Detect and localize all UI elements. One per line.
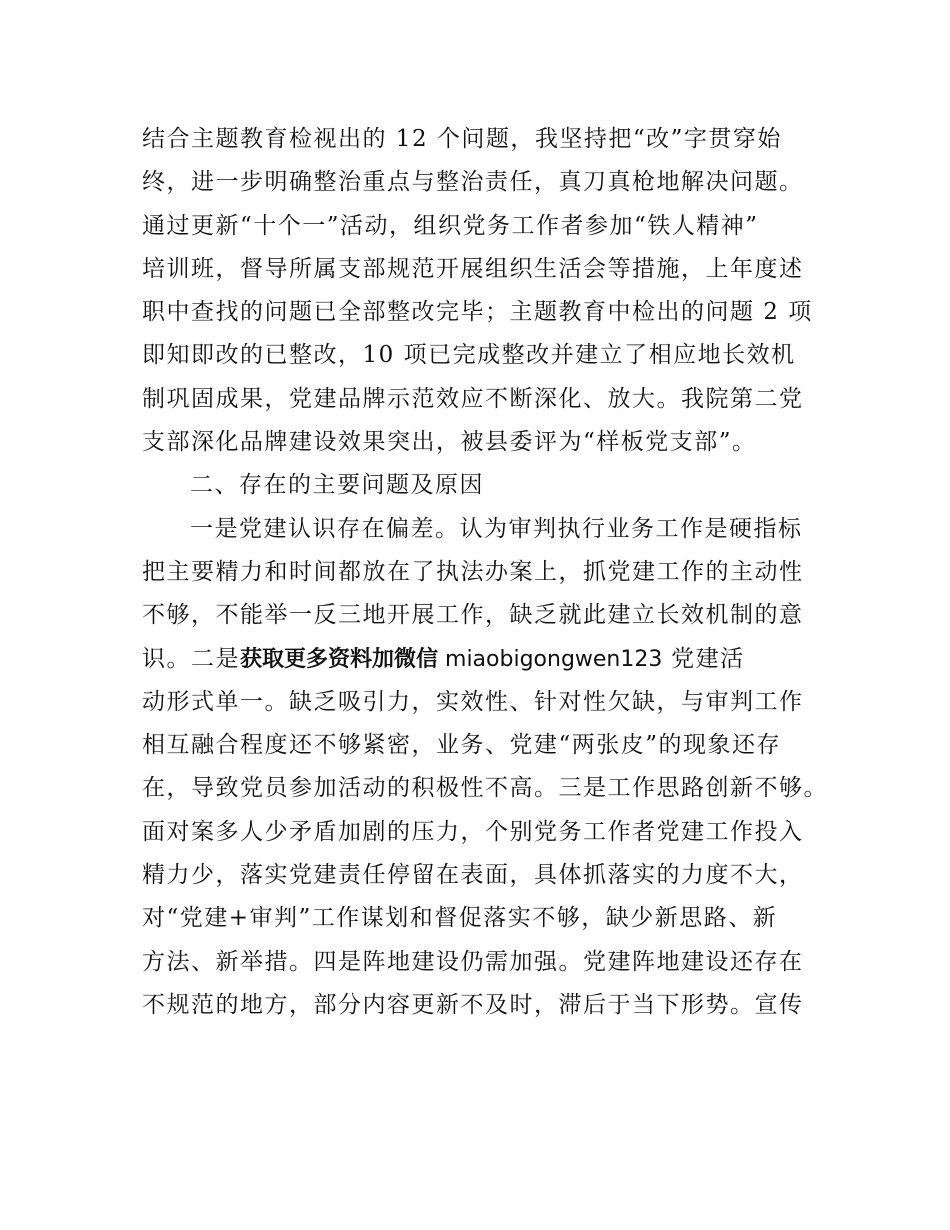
ad-wechat-id: miaobigongwen123 bbox=[438, 646, 663, 672]
paragraph-line: 在，导致党员参加活动的积极性不高。三是工作思路创新不够。 bbox=[142, 775, 828, 802]
paragraph-line: 即知即改的已整改，10 项已完成整改并建立了相应地长效机 bbox=[142, 342, 796, 369]
paragraph-line-with-ad bbox=[142, 638, 842, 681]
paragraph-line: 职中查找的问题已全部整改完毕；主题教育中检出的问题 2 项 bbox=[142, 299, 813, 326]
paragraph-line: 支部深化品牌建设效果突出，被县委评为“样板党支部”。 bbox=[142, 429, 757, 456]
paragraph-line: 通过更新“十个一”活动，组织党务工作者参加“铁人精神” bbox=[142, 212, 759, 239]
line-text-before-ad: 识。二是 bbox=[142, 645, 240, 672]
paragraph-line: 方法、新举措。四是阵地建设仍需加强。党建阵地建设还存在 bbox=[142, 948, 804, 975]
document-body bbox=[142, 118, 842, 1027]
paragraph-line: 制巩固成果，党建品牌示范效应不断深化、放大。我院第二党 bbox=[142, 385, 804, 412]
ad-text: 获取更多资料加微信 bbox=[240, 646, 439, 672]
section-heading: 二、存在的主要问题及原因 bbox=[190, 472, 484, 499]
paragraph-line: 对“党建+审判”工作谋划和督促落实不够，缺少新思路、新 bbox=[142, 905, 778, 932]
paragraph-line: 培训班，督导所属支部规范开展组织生活会等措施，上年度述 bbox=[142, 255, 804, 282]
inline-advertisement bbox=[240, 647, 662, 672]
paragraph-line: 一是党建认识存在偏差。认为审判执行业务工作是硬指标 bbox=[190, 515, 803, 542]
paragraph-line: 不规范的地方，部分内容更新不及时，滞后于当下形势。宣传 bbox=[142, 991, 804, 1018]
line-text-after-ad: 党建活 bbox=[662, 645, 745, 672]
paragraph-line: 精力少，落实党建责任停留在表面，具体抓落实的力度不大， bbox=[142, 862, 804, 889]
paragraph-line: 不够，不能举一反三地开展工作，缺乏就此建立长效机制的意 bbox=[142, 602, 804, 629]
paragraph-line: 把主要精力和时间都放在了执法办案上，抓党建工作的主动性 bbox=[142, 558, 804, 585]
paragraph-problems bbox=[142, 508, 842, 1028]
paragraph-line: 终，进一步明确整治重点与整治责任，真刀真枪地解决问题。 bbox=[142, 169, 804, 196]
paragraph-line: 动形式单一。缺乏吸引力，实效性、针对性欠缺，与审判工作 bbox=[142, 688, 804, 715]
paragraph-line: 相互融合程度还不够紧密，业务、党建“两张皮”的现象还存 bbox=[142, 732, 782, 759]
paragraph-line: 面对案多人少矛盾加剧的压力，个别党务工作者党建工作投入 bbox=[142, 818, 804, 845]
paragraph-line: 结合主题教育检视出的 12 个问题，我坚持把“改”字贯穿始 bbox=[142, 126, 782, 152]
paragraph-achievements bbox=[142, 118, 842, 464]
